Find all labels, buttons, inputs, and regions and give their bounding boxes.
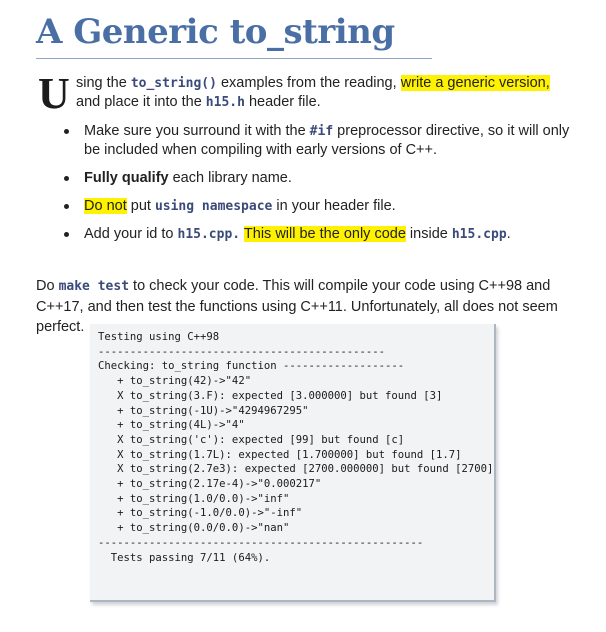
- intro-text-4: header file.: [244, 94, 321, 110]
- terminal-line: X to_string(3.F): expected [3.000000] but found [3]: [98, 389, 443, 402]
- terminal-line: ---------------------------------------------------: [98, 536, 424, 549]
- requirements-list: [62, 122, 572, 253]
- terminal-text: [90, 324, 494, 565]
- intro-text-3: and place it into the: [76, 94, 206, 110]
- bullet3-highlight: Do not: [84, 198, 127, 214]
- bullet-item-qualify: [62, 169, 572, 188]
- bullet4-text-3: inside: [405, 226, 452, 242]
- terminal-line: + to_string(2.17e-4)->"0.000217": [98, 478, 322, 491]
- terminal-line: + to_string(0.0/0.0)->"nan": [98, 522, 290, 535]
- terminal-line: ---------------------------------------------: [98, 345, 386, 358]
- bullet1-text-2: preprocessor directive, so it will only be included when compiling with early versions of C++.: [84, 123, 570, 158]
- bullet4-highlight: This will be the only code: [243, 226, 406, 242]
- terminal-line: + to_string(-1.0/0.0)->"-inf": [98, 507, 303, 520]
- terminal-line: Checking: to_string function -------------------: [98, 360, 405, 373]
- intro-text-1: sing the: [76, 75, 131, 91]
- terminal-line: X to_string(2.7e3): expected [2700.000000] but found [2700]: [98, 463, 494, 476]
- bullet2-text-1: each library name.: [168, 170, 292, 186]
- page-title: A Generic to_string: [36, 12, 395, 52]
- drop-cap: U: [38, 69, 70, 118]
- title-underline: [36, 58, 432, 59]
- bullet3-text-2: in your header file.: [272, 198, 396, 214]
- terminal-line: + to_string(-1U)->"4294967295": [98, 404, 309, 417]
- bullet4-code-1: h15.cpp.: [177, 227, 241, 242]
- terminal-line: X to_string('c'): expected [99] but found [c]: [98, 433, 405, 446]
- intro-highlight: write a generic version,: [400, 75, 550, 91]
- terminal-line: Testing using C++98: [98, 331, 220, 343]
- intro-code-to-string: to_string(): [130, 76, 217, 91]
- para-text-1: Do: [36, 278, 59, 294]
- bullet4-text-4: .: [506, 226, 511, 242]
- bullet3-code: using namespace: [154, 199, 273, 214]
- bullet-item-id: [62, 225, 572, 244]
- bullet4-code-2: h15.cpp: [451, 227, 507, 242]
- intro-paragraph: [76, 74, 576, 112]
- terminal-line: X to_string(1.7L): expected [1.700000] but found [1.7]: [98, 448, 462, 461]
- bullet1-code: #if: [309, 124, 334, 139]
- terminal-line: + to_string(42)->"42": [98, 375, 252, 388]
- intro-code-header: h15.h: [205, 95, 245, 110]
- bullet-item-namespace: [62, 197, 572, 216]
- bullet3-text-1: put: [126, 198, 155, 214]
- terminal-line: Tests passing 7/11 (64%).: [98, 551, 271, 564]
- para-code-make-test: make test: [58, 279, 130, 294]
- bullet2-strong: Fully qualify: [84, 170, 169, 186]
- bullet1-text-1: Make sure you surround it with the: [84, 123, 310, 139]
- bullet4-text-1: Add your id to: [84, 226, 178, 242]
- intro-text-2: examples from the reading,: [216, 75, 401, 91]
- terminal-output: [90, 324, 496, 602]
- terminal-line: + to_string(4L)->"4": [98, 419, 245, 432]
- terminal-line: + to_string(1.0/0.0)->"inf": [98, 492, 290, 505]
- para-text-2: to check your code. This will compile your code using C++98 and C++17, and then test the functions using C++11. Unfortunately, all does not seem perfect.: [36, 278, 558, 335]
- bullet-item-ifdef: [62, 122, 572, 160]
